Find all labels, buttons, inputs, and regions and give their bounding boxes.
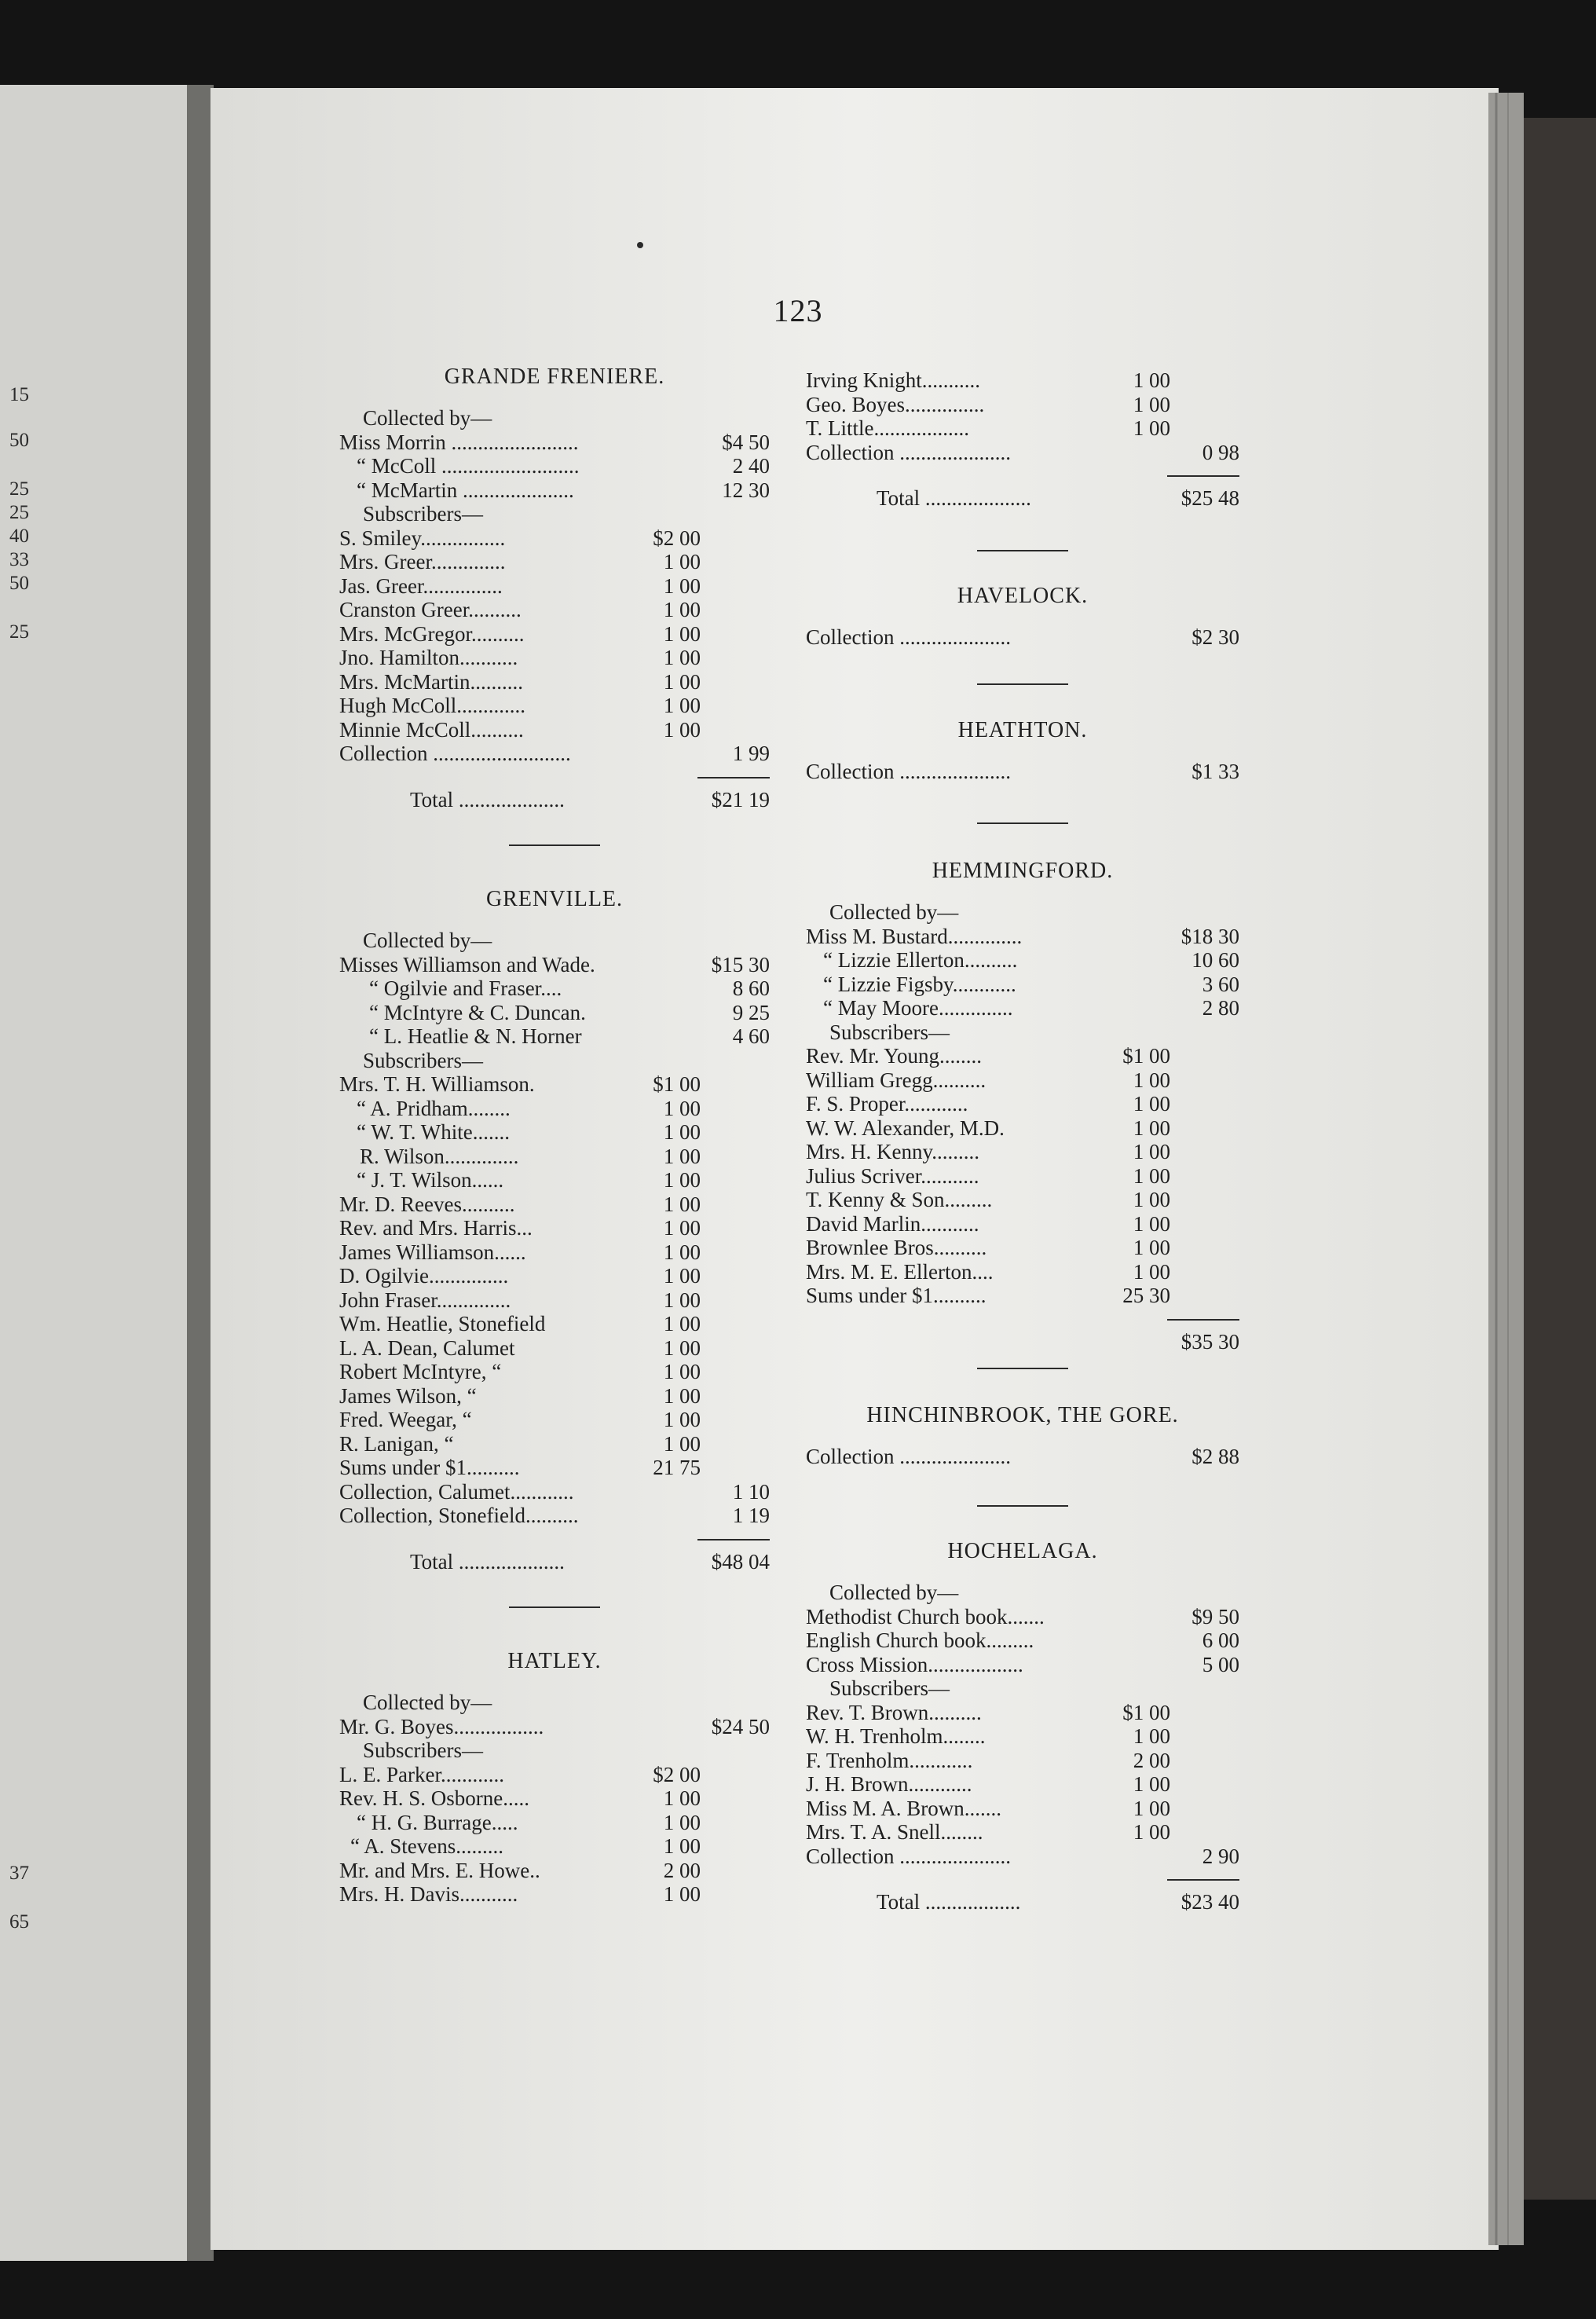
ledger-row xyxy=(806,1772,1239,1796)
sum-rule xyxy=(697,777,770,778)
ledger-row xyxy=(339,742,770,765)
ledger-row xyxy=(806,1701,1239,1724)
total-amount: $23 40 xyxy=(1181,1890,1239,1914)
entry-amount: 1 19 xyxy=(732,1504,770,1527)
total-label: Total .................... xyxy=(877,486,1031,510)
total-amount: $35 30 xyxy=(1181,1329,1239,1354)
entry-amount: 1 00 xyxy=(1133,368,1170,392)
ledger-row xyxy=(806,1140,1239,1163)
entry-label: S. Smiley................ xyxy=(339,526,506,550)
ledger-row xyxy=(806,1628,1239,1652)
ledger-row xyxy=(806,1749,1239,1772)
sum-rule xyxy=(1167,1879,1239,1881)
entry-label: Fred. Weegar, “ xyxy=(339,1408,472,1431)
entry-amount: 1 99 xyxy=(732,742,770,765)
entry-amount: 1 00 xyxy=(1133,1772,1170,1796)
entry-label: “ May Moore.............. xyxy=(823,996,1013,1020)
entry-amount: 10 60 xyxy=(1192,948,1239,972)
entry-label: “ H. G. Burrage..... xyxy=(357,1810,518,1834)
total-row xyxy=(806,1890,1239,1914)
ledger-row xyxy=(339,1049,770,1072)
entry-label: English Church book......... xyxy=(806,1628,1034,1652)
entry-amount: 1 00 xyxy=(663,1360,701,1383)
section-heading: HINCHINBROOK, THE GORE. xyxy=(866,1403,1179,1427)
ledger-row xyxy=(339,1456,770,1479)
page-edge-stack xyxy=(1488,93,1524,2245)
entry-label: Geo. Boyes............... xyxy=(806,392,985,416)
ledger-row xyxy=(339,670,770,694)
entry-amount: $2 30 xyxy=(1192,625,1239,649)
entry-label: Subscribers— xyxy=(363,502,483,526)
ledger-row xyxy=(339,1786,770,1810)
ledger-row xyxy=(806,1284,1239,1307)
entry-label: Mrs. T. A. Snell........ xyxy=(806,1820,983,1844)
ledger-row xyxy=(806,1445,1239,1468)
entry-amount: 1 00 xyxy=(1133,1163,1170,1188)
ledger-row xyxy=(339,646,770,669)
entry-label: “ Lizzie Figsby............ xyxy=(823,972,1016,996)
edge-fragment: 37 xyxy=(9,1863,29,1884)
sum-rule xyxy=(1167,475,1239,477)
entry-label: Brownlee Bros.......... xyxy=(806,1236,987,1259)
entry-label: “ A. Pridham........ xyxy=(357,1096,511,1120)
entry-label: J. H. Brown............ xyxy=(806,1772,972,1796)
page-number: 123 xyxy=(773,293,823,328)
ledger-row xyxy=(339,1408,770,1431)
entry-label: “ A. Stevens......... xyxy=(350,1834,503,1858)
section-divider xyxy=(509,844,600,846)
entry-amount: 1 00 xyxy=(1133,1236,1170,1259)
ledger-row xyxy=(806,1581,1239,1604)
entry-amount: 1 00 xyxy=(663,1408,701,1431)
ledger-row xyxy=(339,1384,770,1408)
section-divider xyxy=(509,1606,600,1608)
edge-fragment: 33 xyxy=(9,549,29,570)
section-divider xyxy=(977,683,1068,685)
ledger-row xyxy=(339,694,770,717)
ledger-row xyxy=(339,1738,770,1762)
entry-label: L. A. Dean, Calumet xyxy=(339,1335,515,1360)
ledger-row xyxy=(806,393,1239,416)
ledger-row xyxy=(339,526,770,550)
entry-amount: 1 00 xyxy=(663,669,701,694)
entry-label: T. Little.................. xyxy=(806,416,969,440)
entry-label: “ L. Heatlie & N. Horner xyxy=(369,1024,582,1048)
entry-amount: 9 25 xyxy=(732,1000,770,1024)
gutter-shadow xyxy=(187,85,214,2261)
entry-label: Sums under $1.......... xyxy=(806,1284,987,1307)
total-amount: $21 19 xyxy=(711,787,770,811)
entry-amount: 2 00 xyxy=(1133,1748,1170,1772)
entry-label: James Williamson...... xyxy=(339,1240,526,1264)
entry-amount: 1 00 xyxy=(1133,1259,1170,1284)
total-row xyxy=(339,1550,770,1573)
ledger-row xyxy=(339,1145,770,1168)
ledger-row xyxy=(339,502,770,526)
sum-rule xyxy=(1167,1319,1239,1321)
entry-label: Jas. Greer............... xyxy=(339,573,503,598)
entry-label: Jno. Hamilton........... xyxy=(339,646,518,669)
section-heading: GRENVILLE. xyxy=(485,887,624,911)
entry-amount: 4 60 xyxy=(732,1024,770,1048)
entry-label: Julius Scriver........... xyxy=(806,1163,979,1188)
section-heading: HEMMINGFORD. xyxy=(932,859,1114,883)
ledger-row xyxy=(339,1834,770,1858)
entry-amount: 1 00 xyxy=(663,1834,701,1858)
entry-amount: 1 00 xyxy=(1133,1211,1170,1236)
entry-label: F. S. Proper............ xyxy=(806,1092,968,1116)
entry-amount: 1 00 xyxy=(663,1431,701,1456)
ledger-row xyxy=(339,1168,770,1192)
ledger-row xyxy=(339,1480,770,1504)
entry-amount: 1 00 xyxy=(663,1144,701,1168)
entry-label: Robert McIntyre, “ xyxy=(339,1360,502,1383)
ledger-row xyxy=(339,1001,770,1024)
ledger-row xyxy=(339,1811,770,1834)
entry-amount: 1 00 xyxy=(663,1168,701,1192)
entry-label: Wm. Heatlie, Stonefield xyxy=(339,1312,546,1335)
ledger-row xyxy=(339,718,770,742)
ledger-row xyxy=(339,1691,770,1714)
entry-label: F. Trenholm............ xyxy=(806,1748,973,1772)
entry-label: Collected by— xyxy=(363,406,492,430)
ledger-row xyxy=(339,1288,770,1312)
ledger-row xyxy=(339,1859,770,1882)
entry-amount: $1 00 xyxy=(653,1072,701,1096)
entry-label: John Fraser.............. xyxy=(339,1288,511,1312)
entry-amount: 25 30 xyxy=(1122,1284,1170,1307)
section-divider xyxy=(977,1505,1068,1507)
ledger-row xyxy=(339,550,770,573)
entry-label: Miss M. Bustard.............. xyxy=(806,924,1023,948)
entry-label: Subscribers— xyxy=(829,1020,950,1044)
entry-label: James Wilson, “ xyxy=(339,1383,477,1408)
ledger-row xyxy=(339,1432,770,1456)
entry-amount: 1 00 xyxy=(663,621,701,646)
ledger-row xyxy=(339,1097,770,1120)
entry-amount: $24 50 xyxy=(711,1714,770,1738)
total-row xyxy=(806,1330,1239,1354)
entry-label: “ Lizzie Ellerton.......... xyxy=(823,948,1018,972)
ledger-row xyxy=(806,996,1239,1020)
entry-label: Collection ..................... xyxy=(806,1445,1011,1468)
ledger-row xyxy=(339,929,770,952)
ledger-row xyxy=(806,1676,1239,1700)
entry-label: Irving Knight........... xyxy=(806,368,980,392)
edge-fragment: 25 xyxy=(9,621,29,643)
entry-amount: 1 00 xyxy=(663,573,701,598)
section-heading: GRANDE FRENIERE. xyxy=(444,365,665,389)
ledger-row xyxy=(806,1044,1239,1068)
section-heading: HAVELOCK. xyxy=(957,584,1089,608)
entry-amount: $1 33 xyxy=(1192,760,1239,783)
section-heading: HATLEY. xyxy=(507,1649,602,1673)
ledger-row xyxy=(339,598,770,621)
entry-label: Methodist Church book....... xyxy=(806,1604,1045,1628)
entry-label: “ W. T. White....... xyxy=(357,1120,510,1144)
ledger-row xyxy=(806,1260,1239,1284)
entry-label: L. E. Parker............ xyxy=(339,1762,504,1786)
entry-amount: 1 00 xyxy=(663,646,701,669)
entry-amount: 1 00 xyxy=(663,1264,701,1288)
total-row xyxy=(806,486,1239,510)
ledger-row xyxy=(339,1264,770,1288)
entry-amount: 1 00 xyxy=(663,1216,701,1240)
entry-label: W. W. Alexander, M.D. xyxy=(806,1116,1005,1140)
entry-label: Misses Williamson and Wade. xyxy=(339,952,595,976)
entry-label: R. Lanigan, “ xyxy=(339,1431,454,1456)
ledger-row xyxy=(806,1605,1239,1628)
entry-label: Mrs. H. Kenny......... xyxy=(806,1140,979,1163)
ledger-row xyxy=(339,430,770,454)
entry-label: Mrs. Greer.............. xyxy=(339,550,506,573)
edge-fragment: 65 xyxy=(9,1911,29,1932)
ledger-row xyxy=(806,1797,1239,1820)
ledger-row xyxy=(339,1120,770,1144)
entry-label: Mrs. T. H. Williamson. xyxy=(339,1072,535,1096)
sum-rule xyxy=(697,1539,770,1541)
binding-shadow xyxy=(1524,118,1596,2200)
ledger-row xyxy=(339,622,770,646)
ledger-row xyxy=(806,1020,1239,1044)
ledger-row xyxy=(339,1240,770,1264)
entry-label: Collection ..................... xyxy=(806,440,1011,464)
entry-label: Rev. and Mrs. Harris... xyxy=(339,1216,533,1240)
entry-label: Sums under $1.......... xyxy=(339,1456,520,1479)
entry-label: Rev. T. Brown.......... xyxy=(806,1700,982,1724)
total-label: Total .................... xyxy=(410,787,565,811)
ledger-row xyxy=(339,1715,770,1738)
entry-amount: 1 10 xyxy=(732,1479,770,1504)
entry-amount: 1 00 xyxy=(663,1096,701,1120)
ledger-row xyxy=(339,1504,770,1527)
total-amount: $25 48 xyxy=(1181,486,1239,510)
entry-amount: 1 00 xyxy=(1133,1068,1170,1092)
entry-amount: 1 00 xyxy=(663,1335,701,1360)
entry-amount: 1 00 xyxy=(1133,1724,1170,1748)
entry-label: Minnie McColl.......... xyxy=(339,717,524,742)
total-label: Total .................... xyxy=(410,1549,565,1573)
entry-amount: $2 00 xyxy=(653,526,701,550)
entry-label: William Gregg.......... xyxy=(806,1068,987,1092)
entry-amount: 1 00 xyxy=(663,1882,701,1906)
entry-label: Subscribers— xyxy=(363,1738,483,1762)
ledger-row xyxy=(339,454,770,478)
entry-amount: $2 00 xyxy=(653,1762,701,1786)
entry-amount: $9 50 xyxy=(1192,1604,1239,1628)
entry-label: Collection ..................... xyxy=(806,760,1011,783)
entry-label: Mrs. McGregor.......... xyxy=(339,621,525,646)
ledger-row xyxy=(339,1360,770,1383)
entry-amount: 3 60 xyxy=(1202,972,1239,996)
entry-label: Subscribers— xyxy=(363,1048,483,1072)
total-label: Total .................. xyxy=(877,1890,1021,1914)
entry-amount: 6 00 xyxy=(1202,1628,1239,1652)
ledger-row xyxy=(806,625,1239,649)
ledger-row xyxy=(339,1192,770,1216)
entry-label: Collection, Stonefield.......... xyxy=(339,1504,579,1527)
ledger-row xyxy=(339,976,770,1000)
entry-label: Mr. and Mrs. E. Howe.. xyxy=(339,1858,540,1882)
entry-amount: 1 00 xyxy=(663,1312,701,1335)
entry-amount: $15 30 xyxy=(711,952,770,976)
entry-label: Mrs. H. Davis........... xyxy=(339,1882,518,1906)
entry-amount: 1 00 xyxy=(663,1120,701,1144)
ledger-row xyxy=(806,900,1239,924)
entry-amount: 1 00 xyxy=(663,598,701,621)
entry-amount: 5 00 xyxy=(1202,1652,1239,1676)
entry-label: Collection .......................... xyxy=(339,742,571,765)
ledger-row xyxy=(806,973,1239,996)
entry-amount: 2 00 xyxy=(663,1858,701,1882)
edge-fragment: 15 xyxy=(9,384,29,405)
ledger-row xyxy=(806,1236,1239,1259)
ledger-row xyxy=(339,574,770,598)
ledger-row xyxy=(806,948,1239,972)
entry-label: T. Kenny & Son......... xyxy=(806,1188,993,1211)
entry-amount: 1 00 xyxy=(663,1240,701,1264)
ledger-row xyxy=(339,1336,770,1360)
ledger-row xyxy=(806,368,1239,392)
entry-label: R. Wilson.............. xyxy=(360,1144,519,1168)
section-divider xyxy=(977,550,1068,551)
entry-amount: 1 00 xyxy=(1133,1188,1170,1211)
entry-amount: 1 00 xyxy=(1133,416,1170,440)
ledger-row xyxy=(806,441,1239,464)
entry-label: Collected by— xyxy=(829,1581,959,1604)
entry-amount: 2 80 xyxy=(1202,996,1239,1020)
entry-amount: 1 00 xyxy=(1133,392,1170,416)
ledger-row xyxy=(339,478,770,502)
entry-amount: 2 90 xyxy=(1202,1844,1239,1868)
entry-label: Cross Mission.................. xyxy=(806,1652,1023,1676)
entry-label: Mrs. McMartin.......... xyxy=(339,669,523,694)
entry-label: Collected by— xyxy=(829,900,959,924)
entry-amount: $4 50 xyxy=(722,430,770,454)
entry-amount: 1 00 xyxy=(663,1288,701,1312)
entry-amount: 1 00 xyxy=(1133,1796,1170,1820)
entry-amount: 12 30 xyxy=(722,478,770,502)
entry-label: D. Ogilvie............... xyxy=(339,1264,509,1288)
entry-amount: 1 00 xyxy=(1133,1820,1170,1844)
ledger-row xyxy=(806,1845,1239,1868)
ledger-row xyxy=(806,416,1239,440)
section-divider xyxy=(977,1368,1068,1369)
ledger-row xyxy=(806,1820,1239,1844)
entry-label: Collection ..................... xyxy=(806,625,1011,649)
ledger-row xyxy=(339,1072,770,1096)
edge-fragment: 25 xyxy=(9,478,29,500)
ledger-row xyxy=(806,1116,1239,1140)
ledger-row xyxy=(806,760,1239,783)
entry-amount: 21 75 xyxy=(653,1456,701,1479)
ledger-row xyxy=(339,406,770,430)
section-divider xyxy=(977,822,1068,824)
ledger-row xyxy=(806,1212,1239,1236)
ledger-row xyxy=(339,1763,770,1786)
left-page-sliver xyxy=(0,85,189,2261)
entry-amount: $2 88 xyxy=(1192,1445,1239,1468)
entry-label: “ McColl .......................... xyxy=(357,454,580,478)
entry-amount: 1 00 xyxy=(663,1786,701,1810)
edge-fragment: 40 xyxy=(9,526,29,547)
entry-label: Collected by— xyxy=(363,1691,492,1714)
entry-amount: 1 00 xyxy=(1133,1092,1170,1116)
entry-amount: 8 60 xyxy=(732,976,770,1000)
entry-label: “ J. T. Wilson...... xyxy=(357,1168,504,1192)
entry-amount: 1 00 xyxy=(663,1192,701,1216)
ledger-row xyxy=(806,1092,1239,1116)
entry-label: Cranston Greer.......... xyxy=(339,598,522,621)
entry-amount: 0 98 xyxy=(1202,440,1239,464)
entry-amount: 1 00 xyxy=(663,1383,701,1408)
entry-amount: $18 30 xyxy=(1181,924,1239,948)
entry-label: Collected by— xyxy=(363,929,492,952)
ledger-row xyxy=(339,1882,770,1906)
edge-fragment: 50 xyxy=(9,430,29,451)
entry-label: Miss Morrin ........................ xyxy=(339,430,579,454)
entry-label: “ McMartin ..................... xyxy=(357,478,574,502)
ledger-row xyxy=(806,1164,1239,1188)
entry-label: Rev. H. S. Osborne..... xyxy=(339,1786,529,1810)
total-amount: $48 04 xyxy=(711,1549,770,1573)
ledger-row xyxy=(339,953,770,976)
ledger-row xyxy=(806,1724,1239,1748)
ledger-row xyxy=(806,1188,1239,1211)
section-heading: HEATHTON. xyxy=(957,718,1088,742)
entry-label: Mr. G. Boyes................. xyxy=(339,1714,544,1738)
edge-fragment: 50 xyxy=(9,573,29,594)
ledger-row xyxy=(806,925,1239,948)
ledger-row xyxy=(806,1653,1239,1676)
entry-label: Mrs. M. E. Ellerton.... xyxy=(806,1259,994,1284)
entry-label: Hugh McColl............. xyxy=(339,694,526,717)
entry-label: Collection ..................... xyxy=(806,1844,1011,1868)
ledger-row xyxy=(339,1216,770,1240)
ledger-row xyxy=(339,1024,770,1048)
entry-label: Collection, Calumet............ xyxy=(339,1479,574,1504)
entry-label: “ McIntyre & C. Duncan. xyxy=(369,1000,586,1024)
entry-amount: 1 00 xyxy=(1133,1116,1170,1140)
entry-label: David Marlin........... xyxy=(806,1211,979,1236)
entry-amount: 2 40 xyxy=(732,454,770,478)
entry-label: Subscribers— xyxy=(829,1676,950,1700)
entry-label: “ Ogilvie and Fraser.... xyxy=(369,976,562,1000)
section-heading: HOCHELAGA. xyxy=(947,1539,1098,1563)
entry-amount: $1 00 xyxy=(1122,1700,1170,1724)
entry-amount: 1 00 xyxy=(663,550,701,573)
entry-label: W. H. Trenholm........ xyxy=(806,1724,986,1748)
entry-amount: 1 00 xyxy=(663,1810,701,1834)
ledger-row xyxy=(806,1068,1239,1092)
entry-amount: 1 00 xyxy=(663,694,701,717)
entry-amount: 1 00 xyxy=(1133,1140,1170,1163)
entry-label: Mr. D. Reeves.......... xyxy=(339,1192,515,1216)
total-row xyxy=(339,788,770,811)
entry-label: Rev. Mr. Young........ xyxy=(806,1044,983,1068)
edge-fragment: 25 xyxy=(9,502,29,523)
entry-label: Miss M. A. Brown....... xyxy=(806,1796,1002,1820)
entry-amount: 1 00 xyxy=(663,717,701,742)
entry-amount: $1 00 xyxy=(1122,1044,1170,1068)
ledger-row xyxy=(339,1312,770,1335)
